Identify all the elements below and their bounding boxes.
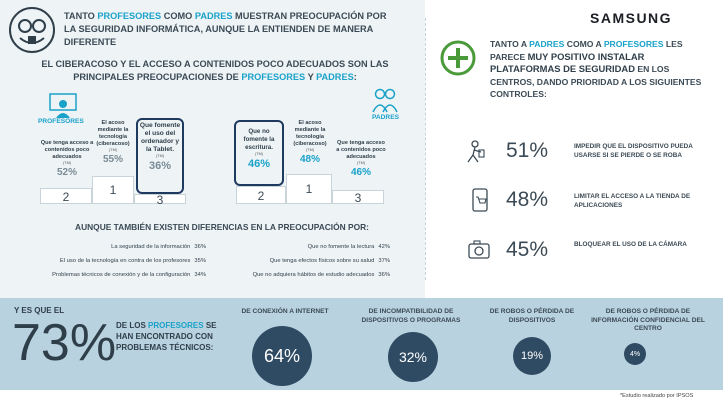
diff-left-row: El uso de la tecnología en contra de los profesores 35%	[59, 258, 206, 264]
padres-rank-1: 1	[305, 182, 313, 196]
problem-value-circle: 32%	[388, 332, 438, 382]
podium-prof-1: El acoso mediante la tecnología (ciberacoso) (TM) 55%	[96, 120, 130, 165]
diff-right-row: Que no fomente la lectura 42%	[307, 244, 390, 250]
problem-label: DE ROBOS O PÉRDIDA DE DISPOSITIVOS	[489, 308, 575, 324]
control-text: IMPEDIR QUE EL DISPOSITIVO PUEDA USARSE SI SE PIERDE O SE ROBA	[574, 143, 693, 159]
padres-rank-2: 2	[257, 189, 265, 203]
control-text: LIMITAR EL ACCESO A LA TIENDA DE APLICACIONES	[574, 193, 691, 209]
diff-left-row: Problemas técnicos de conexión y de la configuración 34%	[52, 272, 206, 278]
podium-padres-3: Que tenga acceso a contenidos poco adecuados (TM) 46%	[336, 140, 386, 178]
problem-value-circle: 64%	[252, 326, 312, 386]
diff-left-row: La seguridad de la información 36%	[111, 244, 206, 250]
diff-right-row: Que no adquiera hábitos de estudio adecuados 36%	[252, 272, 390, 278]
padres-rank-3: 3	[354, 191, 362, 205]
control-text: BLOQUEAR EL USO DE LA CÁMARA	[574, 241, 687, 248]
teacher-icon	[48, 92, 78, 120]
problem-value-circle: 4%	[624, 343, 646, 365]
problem-value-circle: 19%	[513, 337, 551, 375]
phone-cart-icon	[470, 188, 492, 212]
prof-rank-1: 1	[109, 183, 117, 197]
diff-right-row: Que tenga efectos físicos sobre su salud 37%	[269, 258, 390, 264]
bottom-lead: Y ES QUE EL	[14, 306, 65, 315]
profesores-label: PROFESORES	[38, 118, 84, 125]
podium-padres-1: El acoso mediante la tecnología (ciberacoso) (TM) 48%	[293, 120, 327, 165]
vertical-divider	[425, 18, 426, 280]
footer-area	[0, 390, 723, 408]
problem-label: DE CONEXIÓN A INTERNET	[241, 308, 329, 315]
problem-label: DE ROBOS O PÉRDIDA DE INFORMACIÓN CONFIDENCIAL DEL CENTRO	[591, 308, 705, 332]
padres-label: PADRES	[372, 114, 399, 121]
podium-padres-2: Que no fomente la escritura. (TM) 46%	[243, 128, 275, 170]
bottom-description: DE LOS PROFESORES SE HAN ENCONTRADO CON PROBLEMAS TÉCNICOS:	[116, 321, 217, 352]
control-pct: 48%	[506, 188, 549, 211]
parents-icon	[370, 86, 400, 114]
camera-icon	[468, 238, 490, 262]
podium-prof-2: Que tenga acceso a contenidos poco adecuados (TM) 52%	[40, 140, 94, 178]
plus-icon	[440, 40, 476, 76]
control-pct: 51%	[506, 139, 549, 162]
prof-rank-2: 2	[62, 190, 70, 204]
samsung-logo: SAMSUNG	[590, 10, 673, 26]
footnote: *Estudio realizado por IPSOS	[620, 393, 694, 399]
differences-title: AUNQUE TAMBIÉN EXISTEN DIFERENCIAS EN LA PREOCUPACIÓN POR:	[75, 222, 369, 232]
bottom-big-number: 73%	[12, 314, 117, 372]
prof-rank-3: 3	[156, 193, 164, 207]
concerns-subtitle: EL CIBERACOSO Y EL ACCESO A CONTENIDOS POCO ADECUADOS SON LAS PRINCIPALES PREOCUPACIONES DE PROFESORES Y PADRES:	[41, 59, 389, 82]
problem-label: DE INCOMPATIBILIDAD DE DISPOSITIVOS O PROGRAMAS	[361, 308, 461, 324]
header-title: TANTO PROFESORES COMO PADRES MUESTRAN PREOCUPACIÓN POR LA SEGURIDAD INFORMÁTICA, AUNQUE LA ENTIENDEN DE MANERA DIFERENTE	[64, 11, 387, 47]
podium-prof-3: Que fomente el uso del ordenador y la Tablet. (TM) 36%	[139, 122, 181, 172]
security-platform-text: TANTO A PADRES COMO A PROFESORES LES PARECE MUY POSITIVO INSTALAR PLATAFORMAS DE SEGURIDAD EN LOS CENTROS, DANDO PRIORIDAD A LOS SIGUIENTES CONTROLES:	[490, 39, 702, 99]
control-pct: 45%	[506, 238, 549, 261]
thief-icon	[464, 140, 486, 164]
parent-teacher-mask-icon	[8, 6, 56, 54]
